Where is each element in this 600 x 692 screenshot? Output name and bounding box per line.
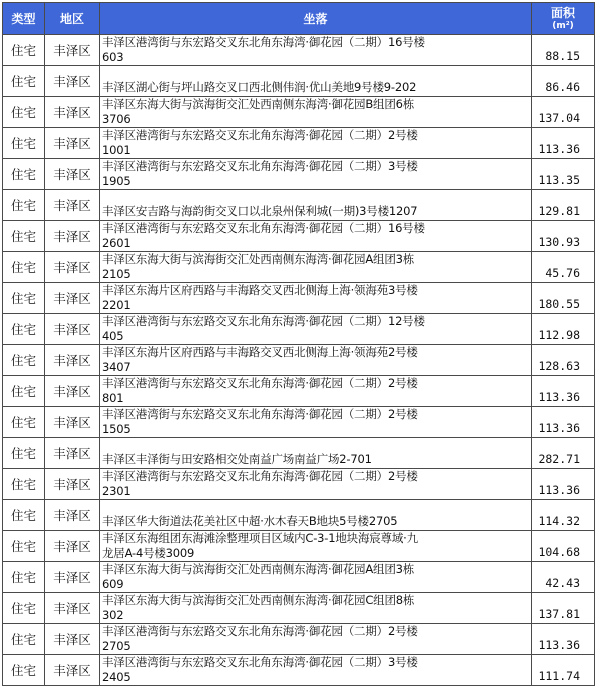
cell-area: 128.63 [532,345,595,376]
table-row [3,531,595,562]
cell-type: 住宅 [3,376,45,407]
location-line-2: 2105 [102,267,131,281]
cell-type: 住宅 [3,655,45,686]
cell-district: 丰泽区 [45,159,100,190]
location-line-2: 405 [102,329,124,343]
cell-district: 丰泽区 [45,97,100,128]
table-row [3,562,595,593]
table-row [3,97,595,128]
cell-location [100,190,532,221]
cell-location [100,283,532,314]
cell-area: 114.32 [532,500,595,531]
table-row [3,438,595,469]
table-row [3,593,595,624]
location-line-1: 丰泽区华大街道法花美社区中超·水木春天B地块5号楼2705 [102,514,398,528]
cell-type: 住宅 [3,35,45,66]
cell-type: 住宅 [3,97,45,128]
cell-district: 丰泽区 [45,128,100,159]
cell-location [100,252,532,283]
location-line-2: 801 [102,391,124,405]
location-line-2: 609 [102,577,124,591]
location-line-2: 1905 [102,174,131,188]
cell-district: 丰泽区 [45,314,100,345]
cell-district: 丰泽区 [45,283,100,314]
cell-type: 住宅 [3,562,45,593]
cell-location [100,438,532,469]
cell-district: 丰泽区 [45,190,100,221]
cell-district: 丰泽区 [45,469,100,500]
cell-location [100,531,532,562]
location-line-1: 丰泽区安吉路与海韵街交叉口以北泉州保利城(一期)3号楼1207 [102,204,418,218]
cell-area: 112.98 [532,314,595,345]
location-line-1: 丰泽区东海大街与滨海街交汇处西南侧东海湾·御花园B组团6栋 [102,97,415,111]
table-row [3,190,595,221]
location-line-2: 龙居A-4号楼3009 [102,546,195,560]
location-line-1: 丰泽区东海大街与滨海街交汇处西南侧东海湾·御花园A组团3栋 [102,562,415,576]
location-line-1: 丰泽区港湾街与东宏路交叉东北角东海湾·御花园（二期）2号楼 [102,128,418,142]
cell-location [100,97,532,128]
location-line-1: 丰泽区东海片区府西路与丰海路交叉西北侧海上海·领海苑2号楼 [102,345,418,359]
cell-type: 住宅 [3,66,45,97]
location-line-1: 丰泽区东海片区府西路与丰海路交叉西北侧海上海·领海苑3号楼 [102,283,418,297]
cell-type: 住宅 [3,593,45,624]
table-row [3,159,595,190]
location-line-1: 丰泽区丰泽街与田安路相交处南益广场南益广场2-701 [102,452,372,466]
cell-area: 113.36 [532,624,595,655]
cell-area: 111.74 [532,655,595,686]
cell-location [100,469,532,500]
cell-area: 129.81 [532,190,595,221]
cell-type: 住宅 [3,469,45,500]
cell-type: 住宅 [3,500,45,531]
cell-type: 住宅 [3,159,45,190]
cell-area: 113.36 [532,128,595,159]
cell-area: 137.81 [532,593,595,624]
header-area [532,3,595,35]
location-line-1: 丰泽区港湾街与东宏路交叉东北角东海湾·御花园（二期）2号楼 [102,624,418,638]
cell-area: 180.55 [532,283,595,314]
header-area-unit: (m²) [552,20,574,31]
cell-type: 住宅 [3,283,45,314]
cell-location [100,159,532,190]
table-row [3,655,595,686]
location-line-2: 302 [102,608,124,622]
cell-area: 42.43 [532,562,595,593]
cell-area: 45.76 [532,252,595,283]
cell-area: 137.04 [532,97,595,128]
cell-type: 住宅 [3,407,45,438]
location-line-1: 丰泽区港湾街与东宏路交叉东北角东海湾·御花园（二期）2号楼 [102,376,418,390]
table-row [3,376,595,407]
location-line-2: 2705 [102,639,131,653]
table-row [3,35,595,66]
location-line-2: 1505 [102,422,131,436]
location-line-1: 丰泽区港湾街与东宏路交叉东北角东海湾·御花园（二期）3号楼 [102,159,418,173]
cell-location [100,624,532,655]
table-row [3,469,595,500]
table-row [3,252,595,283]
location-line-1: 丰泽区东海大街与滨海街交汇处西南侧东海湾·御花园A组团3栋 [102,252,415,266]
cell-location [100,500,532,531]
cell-district: 丰泽区 [45,655,100,686]
cell-type: 住宅 [3,190,45,221]
cell-district: 丰泽区 [45,438,100,469]
table-body [3,35,595,686]
cell-area: 113.35 [532,159,595,190]
property-table [2,2,595,686]
cell-district: 丰泽区 [45,562,100,593]
cell-district: 丰泽区 [45,593,100,624]
cell-district: 丰泽区 [45,500,100,531]
location-line-2: 603 [102,50,124,64]
cell-location [100,593,532,624]
location-line-1: 丰泽区港湾街与东宏路交叉东北角东海湾·御花园（二期）16号楼 [102,35,425,49]
cell-type: 住宅 [3,314,45,345]
cell-location [100,35,532,66]
cell-area: 130.93 [532,221,595,252]
location-line-1: 丰泽区港湾街与东宏路交叉东北角东海湾·御花园（二期）3号楼 [102,655,418,669]
cell-type: 住宅 [3,438,45,469]
location-line-1: 丰泽区港湾街与东宏路交叉东北角东海湾·御花园（二期）12号楼 [102,314,425,328]
location-line-1: 丰泽区湖心街与坪山路交叉口西北侧伟润·优山美地9号楼9-202 [102,80,417,94]
cell-area: 104.68 [532,531,595,562]
cell-district: 丰泽区 [45,252,100,283]
location-line-2: 3407 [102,360,131,374]
cell-district: 丰泽区 [45,35,100,66]
cell-district: 丰泽区 [45,66,100,97]
location-line-2: 2601 [102,236,131,250]
location-line-1: 丰泽区港湾街与东宏路交叉东北角东海湾·御花园（二期）2号楼 [102,407,418,421]
cell-location [100,562,532,593]
table-row [3,407,595,438]
header-area-label: 面积 [550,5,575,20]
location-line-1: 丰泽区东海组团东海滩涂整理项目区域内C-3-1地块海宸尊域·九 [102,531,418,545]
cell-district: 丰泽区 [45,376,100,407]
cell-type: 住宅 [3,531,45,562]
cell-area: 113.36 [532,407,595,438]
cell-district: 丰泽区 [45,624,100,655]
location-line-2: 2405 [102,670,131,684]
cell-location [100,376,532,407]
location-line-2: 2301 [102,484,131,498]
table-row [3,624,595,655]
cell-district: 丰泽区 [45,221,100,252]
table-row [3,128,595,159]
cell-area: 88.15 [532,35,595,66]
cell-district: 丰泽区 [45,407,100,438]
cell-location [100,221,532,252]
cell-type: 住宅 [3,345,45,376]
cell-area: 86.46 [532,66,595,97]
location-line-2: 1001 [102,143,131,157]
cell-area: 113.36 [532,376,595,407]
cell-location [100,655,532,686]
header-district: 地区 [45,3,100,35]
cell-location [100,345,532,376]
table-row [3,345,595,376]
cell-area: 113.36 [532,469,595,500]
table-row [3,500,595,531]
cell-location [100,407,532,438]
location-line-2: 2201 [102,298,131,312]
cell-type: 住宅 [3,624,45,655]
location-line-1: 丰泽区港湾街与东宏路交叉东北角东海湾·御花园（二期）16号楼 [102,221,425,235]
cell-type: 住宅 [3,221,45,252]
header-row [3,3,595,35]
header-type: 类型 [3,3,45,35]
location-line-2: 3706 [102,112,131,126]
cell-district: 丰泽区 [45,531,100,562]
cell-district: 丰泽区 [45,345,100,376]
header-location: 坐落 [100,3,532,35]
location-line-1: 丰泽区东海大街与滨海街交汇处西南侧东海湾·御花园C组团8栋 [102,593,415,607]
cell-location [100,66,532,97]
cell-area: 282.71 [532,438,595,469]
table-row [3,314,595,345]
table-row [3,283,595,314]
location-line-1: 丰泽区港湾街与东宏路交叉东北角东海湾·御花园（二期）2号楼 [102,469,418,483]
table-row [3,66,595,97]
cell-type: 住宅 [3,252,45,283]
cell-location [100,314,532,345]
cell-type: 住宅 [3,128,45,159]
table-row [3,221,595,252]
cell-location [100,128,532,159]
